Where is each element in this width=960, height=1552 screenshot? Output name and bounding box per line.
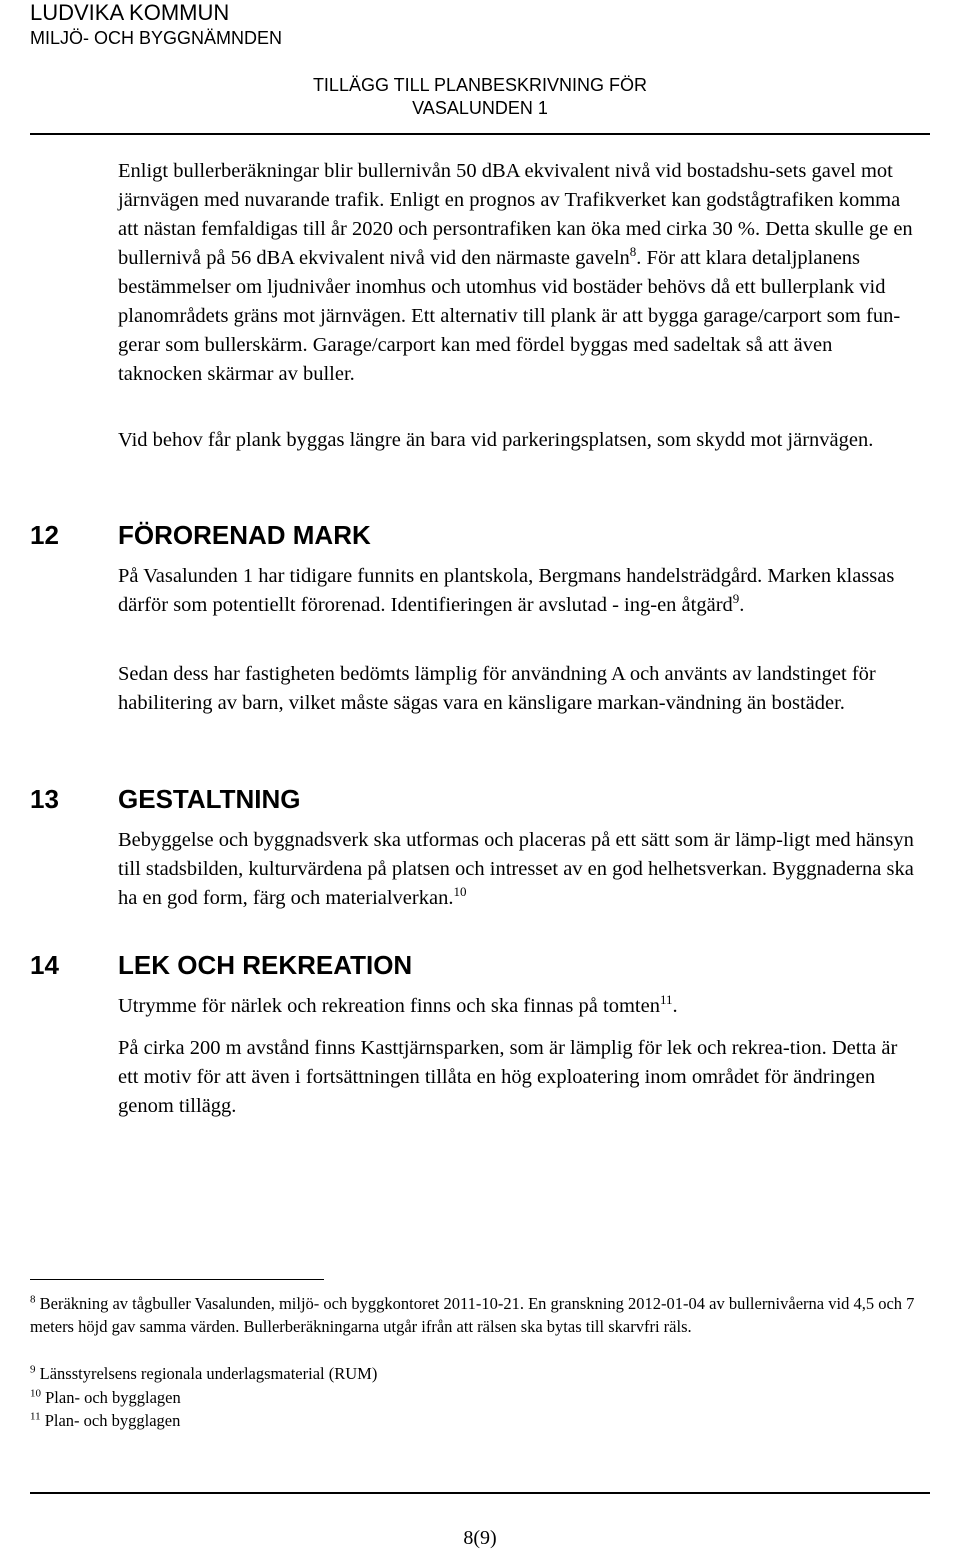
- section-14-paragraph-2: På cirka 200 m avstånd finns Kasttjärnsparken, som är lämplig för lek och rekrea-tion. Detta är ett motiv för att även i fortsättningen tillåta en hög exploatering inom området för ändringen genom tillägg.: [118, 1037, 898, 1117]
- header-doc-title-line1: TILLÄGG TILL PLANBESKRIVNING FÖR: [312, 75, 648, 95]
- footnote-11: $^{11}$ Plan- och bygglagen: [30, 1410, 181, 1430]
- section-12-paragraph-1: På Vasalunden 1 har tidigare funnits en plantskola, Bergmans handelsträdgård. Marken klassas därför som potentiellt förorenad. Identifieringen är avslutad - ing-en åtgärd$^9$.: [118, 565, 895, 616]
- footnote-10: $^{10}$ Plan- och bygglagen: [30, 1387, 181, 1407]
- header-doc-title-line2: VASALUNDEN 1: [412, 98, 548, 118]
- intro-paragraph-1: Enligt bullerberäkningar blir bullernivån 50 dBA ekvivalent nivå vid bostadshu-sets gavel mot järnvägen med nuvarande trafik. Enligt en prognos av Trafikverket kan godstågtrafiken komma att nästan femfaldigas till år 2020 och persontrafiken kan öka med cirka 30 %. Detta skulle ge en bullernivå på 56 dBA ekvivalent nivå vid den närmaste gaveln$^8$. För att klara detaljplanens bestämmelser om ljudnivåer inomhus och utomhus vid bostäder behövs då ett bullerplank vid planområdets gräns mot järnvägen. Ett alternativ till plank är att bygga garage/carport som fun-gerar som bullerskärm. Garage/carport kan med fördel byggas med sadeltak så att även taknocken skärmar av buller.: [118, 160, 913, 385]
- footnote-ref-8[interactable]: 8: [629, 244, 637, 260]
- footer-divider: [30, 1492, 930, 1494]
- header-department: MILJÖ- OCH BYGGNÄMNDEN: [30, 28, 283, 48]
- intro-paragraph-2: Vid behov får plank byggas längre än bara vid parkeringsplatsen, som skydd mot järnvägen.: [118, 429, 874, 451]
- header-divider: [30, 133, 930, 135]
- page-number: 8(9): [463, 1527, 497, 1549]
- footnote-8: $^8$ Beräkning av tågbuller Vasalunden, miljö- och byggkontoret 2011-10-21. En granskning 2012-01-04 av bullernivåerna vid 4,5 och 7 meters höjd gav samma värden. Bullerberäkningarna utgår ifrån att rälsen ska bytas till skarvfri räls.: [30, 1293, 915, 1336]
- section-heading-14: 14 LEK OCH REKREATION: [30, 950, 413, 980]
- footnote-ref-10[interactable]: 10: [453, 884, 467, 900]
- footnote-9: $^9$ Länsstyrelsens regionala underlagsmaterial (RUM): [30, 1363, 378, 1383]
- section-heading-12: 12 FÖRORENAD MARK: [30, 520, 371, 550]
- section-12-paragraph-2: Sedan dess har fastigheten bedömts lämplig för användning A och använts av landstinget för habilitering av barn, vilket måste sägas vara en känsligare markan-vändning än bostäder.: [118, 663, 876, 714]
- header-org: LUDVIKA KOMMUN: [30, 0, 230, 25]
- footnote-divider: [30, 1279, 324, 1280]
- footnote-ref-9[interactable]: 9: [732, 591, 740, 607]
- section-heading-13: 13 GESTALTNING: [30, 784, 301, 814]
- footnote-ref-11[interactable]: 11: [659, 992, 673, 1008]
- section-14-paragraph-1: Utrymme för närlek och rekreation finns och ska finnas på tomten$^{11}$.: [118, 992, 678, 1017]
- section-13-paragraph-1: Bebyggelse och byggnadsverk ska utformas och placeras på ett sätt som är lämp-ligt med hänsyn till stadsbilden, kulturvärdena på platsen och intresset av en god helhetsverkan. Byggnaderna ska ha en god form, färg och materialverkan.$^{10}$: [118, 829, 914, 909]
